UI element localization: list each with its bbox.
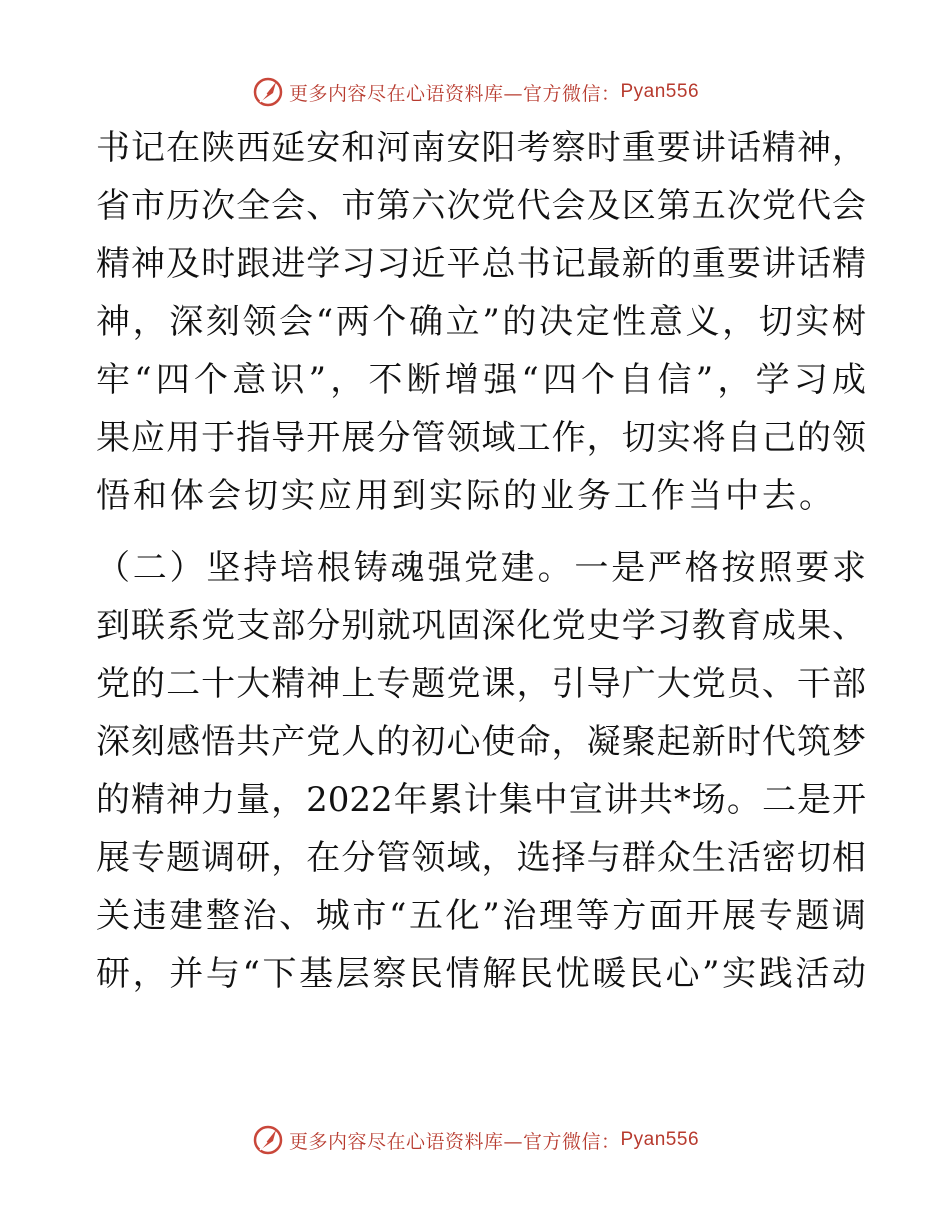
text-line: 神，深刻领会“两个确立”的决定性意义，切实树 [96,302,866,342]
text-line: 悟和体会切实应用到实际的业务工作当中去。 [96,476,836,516]
text-line: 研，并与“下基层察民情解民忧暖民心”实践活动 [96,954,866,994]
text-line: 展专题调研，在分管领域，选择与群众生活密切相 [96,838,866,878]
quill-logo-icon [251,1123,285,1157]
footer-watermark [0,1120,950,1160]
text-line: 书记在陕西延安和河南安阳考察时重要讲话精神， [96,128,866,168]
text-line: 党的二十大精神上专题党课，引导广大党员、干部 [96,664,866,704]
watermark-wechat-id: Pyan556 [620,81,700,102]
text-line: 关违建整治、城市“五化”治理等方面开展专题调 [96,896,866,936]
text-line: 到联系党支部分别就巩固深化党史学习教育成果、 [96,606,866,646]
paragraph-2 [96,539,866,1003]
text-line: 果应用于指导开展分管领域工作，切实将自己的领 [96,418,866,458]
header-watermark [0,72,950,112]
document-body [96,119,866,1003]
text-line: 省市历次全会、市第六次党代会及区第五次党代会 [96,186,866,226]
text-line: （二）坚持培根铸魂强党建。一是严格按照要求 [96,548,866,588]
text-line: 精神及时跟进学习习近平总书记最新的重要讲话精 [96,244,866,284]
text-line: 牢“四个意识”，不断增强“四个自信”，学习成 [96,360,866,400]
text-line: 深刻感悟共产党人的初心使命，凝聚起新时代筑梦 [96,722,866,762]
quill-logo-icon [251,75,285,109]
text-line: 的精神力量，2022年累计集中宣讲共*场。二是开 [96,780,866,820]
paragraph-gap [96,525,866,539]
watermark-text: 更多内容尽在心语资料库—官方微信： [288,82,621,105]
watermark-text: 更多内容尽在心语资料库—官方微信： [288,1130,621,1153]
paragraph-1 [96,119,866,525]
watermark-wechat-id: Pyan556 [620,1129,700,1150]
